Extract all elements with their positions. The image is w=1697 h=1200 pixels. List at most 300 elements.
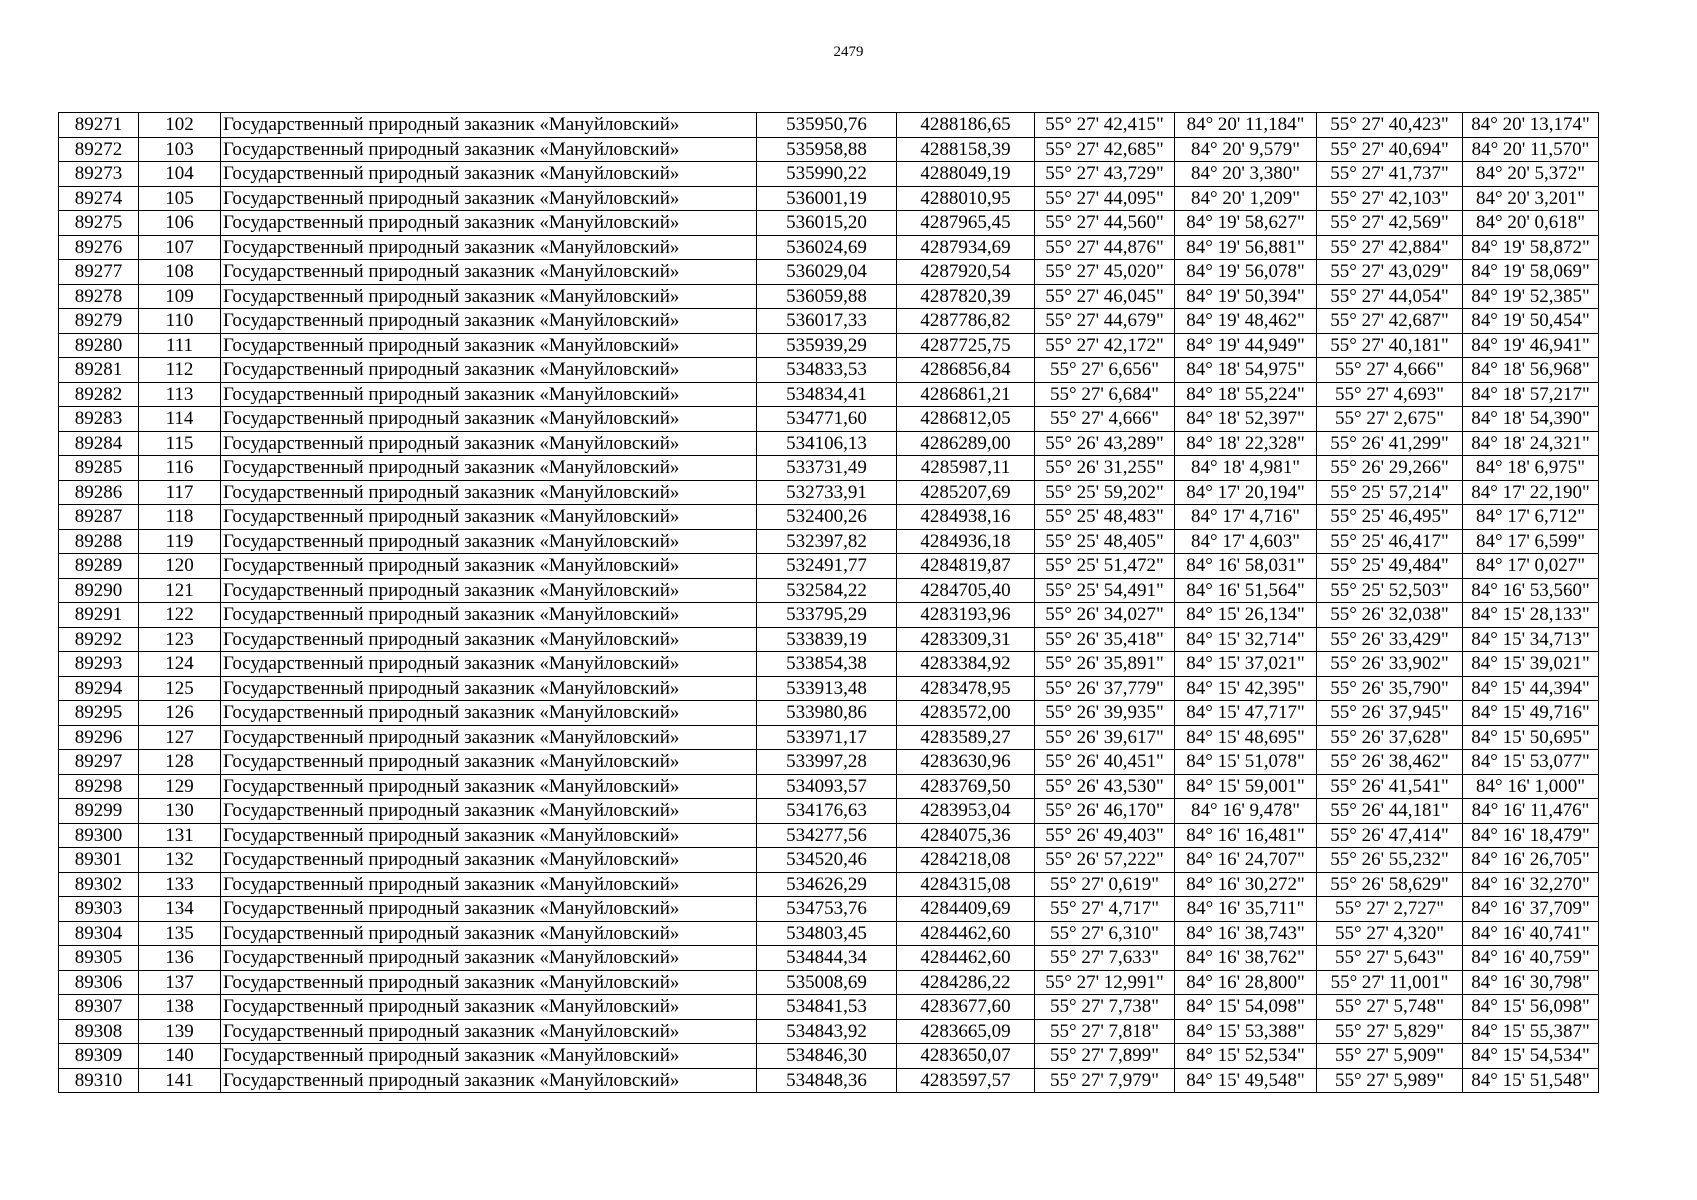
record-number-cell: 89278 [59, 284, 139, 309]
y-coordinate-cell: 4287920,54 [897, 260, 1035, 285]
latitude-1-cell: 55° 26' 43,530" [1035, 774, 1175, 799]
y-coordinate-cell: 4288010,95 [897, 186, 1035, 211]
longitude-1-cell: 84° 16' 30,272" [1175, 872, 1317, 897]
longitude-2-cell: 84° 17' 22,190" [1463, 480, 1599, 505]
x-coordinate-cell: 532400,26 [757, 505, 897, 530]
x-coordinate-cell: 534093,57 [757, 774, 897, 799]
x-coordinate-cell: 536015,20 [757, 211, 897, 236]
record-number-cell: 89301 [59, 848, 139, 873]
point-number-cell: 111 [139, 333, 221, 358]
x-coordinate-cell: 536059,88 [757, 284, 897, 309]
point-number-cell: 128 [139, 750, 221, 775]
point-number-cell: 107 [139, 235, 221, 260]
protected-area-name-cell: Государственный природный заказник «Мануйловский» [221, 358, 757, 383]
longitude-2-cell: 84° 18' 6,975" [1463, 456, 1599, 481]
latitude-1-cell: 55° 26' 57,222" [1035, 848, 1175, 873]
table-row [59, 995, 1599, 1020]
y-coordinate-cell: 4287786,82 [897, 309, 1035, 334]
protected-area-name-cell: Государственный природный заказник «Мануйловский» [221, 725, 757, 750]
record-number-cell: 89297 [59, 750, 139, 775]
latitude-2-cell: 55° 27' 42,687" [1317, 309, 1463, 334]
longitude-1-cell: 84° 19' 44,949" [1175, 333, 1317, 358]
latitude-2-cell: 55° 25' 49,484" [1317, 554, 1463, 579]
protected-area-name-cell: Государственный природный заказник «Мануйловский» [221, 1019, 757, 1044]
x-coordinate-cell: 534176,63 [757, 799, 897, 824]
table-body [59, 113, 1599, 1093]
point-number-cell: 109 [139, 284, 221, 309]
point-number-cell: 118 [139, 505, 221, 530]
x-coordinate-cell: 534833,53 [757, 358, 897, 383]
latitude-1-cell: 55° 27' 43,729" [1035, 162, 1175, 187]
point-number-cell: 132 [139, 848, 221, 873]
longitude-2-cell: 84° 19' 46,941" [1463, 333, 1599, 358]
protected-area-name-cell: Государственный природный заказник «Мануйловский» [221, 407, 757, 432]
longitude-1-cell: 84° 16' 9,478" [1175, 799, 1317, 824]
latitude-1-cell: 55° 25' 48,405" [1035, 529, 1175, 554]
latitude-2-cell: 55° 27' 2,727" [1317, 897, 1463, 922]
y-coordinate-cell: 4283665,09 [897, 1019, 1035, 1044]
longitude-2-cell: 84° 18' 54,390" [1463, 407, 1599, 432]
point-number-cell: 136 [139, 946, 221, 971]
protected-area-name-cell: Государственный природный заказник «Мануйловский» [221, 774, 757, 799]
table-row [59, 946, 1599, 971]
latitude-1-cell: 55° 27' 46,045" [1035, 284, 1175, 309]
longitude-2-cell: 84° 15' 53,077" [1463, 750, 1599, 775]
y-coordinate-cell: 4283384,92 [897, 652, 1035, 677]
x-coordinate-cell: 534846,30 [757, 1044, 897, 1069]
record-number-cell: 89289 [59, 554, 139, 579]
protected-area-name-cell: Государственный природный заказник «Мануйловский» [221, 137, 757, 162]
longitude-2-cell: 84° 15' 39,021" [1463, 652, 1599, 677]
record-number-cell: 89287 [59, 505, 139, 530]
x-coordinate-cell: 533731,49 [757, 456, 897, 481]
latitude-1-cell: 55° 27' 7,979" [1035, 1068, 1175, 1093]
latitude-1-cell: 55° 27' 44,679" [1035, 309, 1175, 334]
table-row [59, 774, 1599, 799]
latitude-2-cell: 55° 26' 33,902" [1317, 652, 1463, 677]
table-row [59, 652, 1599, 677]
latitude-1-cell: 55° 26' 40,451" [1035, 750, 1175, 775]
y-coordinate-cell: 4286861,21 [897, 382, 1035, 407]
y-coordinate-cell: 4284705,40 [897, 578, 1035, 603]
longitude-1-cell: 84° 19' 58,627" [1175, 211, 1317, 236]
longitude-2-cell: 84° 15' 51,548" [1463, 1068, 1599, 1093]
table-row [59, 701, 1599, 726]
table-row [59, 897, 1599, 922]
table-row [59, 872, 1599, 897]
longitude-1-cell: 84° 19' 56,078" [1175, 260, 1317, 285]
latitude-1-cell: 55° 27' 42,172" [1035, 333, 1175, 358]
x-coordinate-cell: 534843,92 [757, 1019, 897, 1044]
point-number-cell: 114 [139, 407, 221, 432]
latitude-1-cell: 55° 26' 39,617" [1035, 725, 1175, 750]
record-number-cell: 89288 [59, 529, 139, 554]
table-row [59, 505, 1599, 530]
longitude-1-cell: 84° 15' 37,021" [1175, 652, 1317, 677]
point-number-cell: 104 [139, 162, 221, 187]
latitude-2-cell: 55° 27' 42,103" [1317, 186, 1463, 211]
longitude-2-cell: 84° 17' 6,599" [1463, 529, 1599, 554]
longitude-2-cell: 84° 15' 28,133" [1463, 603, 1599, 628]
longitude-1-cell: 84° 17' 4,716" [1175, 505, 1317, 530]
point-number-cell: 103 [139, 137, 221, 162]
protected-area-name-cell: Государственный природный заказник «Мануйловский» [221, 505, 757, 530]
record-number-cell: 89294 [59, 676, 139, 701]
point-number-cell: 141 [139, 1068, 221, 1093]
record-number-cell: 89309 [59, 1044, 139, 1069]
point-number-cell: 124 [139, 652, 221, 677]
latitude-1-cell: 55° 27' 7,818" [1035, 1019, 1175, 1044]
record-number-cell: 89305 [59, 946, 139, 971]
point-number-cell: 120 [139, 554, 221, 579]
longitude-2-cell: 84° 15' 34,713" [1463, 627, 1599, 652]
latitude-1-cell: 55° 27' 6,310" [1035, 921, 1175, 946]
table-row [59, 750, 1599, 775]
longitude-2-cell: 84° 16' 18,479" [1463, 823, 1599, 848]
protected-area-name-cell: Государственный природный заказник «Мануйловский» [221, 529, 757, 554]
latitude-2-cell: 55° 27' 5,748" [1317, 995, 1463, 1020]
table-row [59, 578, 1599, 603]
longitude-1-cell: 84° 19' 56,881" [1175, 235, 1317, 260]
table-row [59, 456, 1599, 481]
table-row [59, 137, 1599, 162]
longitude-2-cell: 84° 19' 58,872" [1463, 235, 1599, 260]
longitude-1-cell: 84° 18' 55,224" [1175, 382, 1317, 407]
x-coordinate-cell: 532733,91 [757, 480, 897, 505]
point-number-cell: 116 [139, 456, 221, 481]
table-row [59, 529, 1599, 554]
x-coordinate-cell: 534277,56 [757, 823, 897, 848]
longitude-1-cell: 84° 16' 38,743" [1175, 921, 1317, 946]
longitude-2-cell: 84° 16' 26,705" [1463, 848, 1599, 873]
protected-area-name-cell: Государственный природный заказник «Мануйловский» [221, 554, 757, 579]
protected-area-name-cell: Государственный природный заказник «Мануйловский» [221, 823, 757, 848]
y-coordinate-cell: 4284936,18 [897, 529, 1035, 554]
protected-area-name-cell: Государственный природный заказник «Мануйловский» [221, 995, 757, 1020]
latitude-2-cell: 55° 26' 29,266" [1317, 456, 1463, 481]
record-number-cell: 89281 [59, 358, 139, 383]
longitude-2-cell: 84° 19' 58,069" [1463, 260, 1599, 285]
latitude-1-cell: 55° 27' 45,020" [1035, 260, 1175, 285]
longitude-1-cell: 84° 20' 9,579" [1175, 137, 1317, 162]
x-coordinate-cell: 534106,13 [757, 431, 897, 456]
point-number-cell: 130 [139, 799, 221, 824]
y-coordinate-cell: 4287725,75 [897, 333, 1035, 358]
latitude-1-cell: 55° 25' 51,472" [1035, 554, 1175, 579]
latitude-1-cell: 55° 26' 35,418" [1035, 627, 1175, 652]
protected-area-name-cell: Государственный природный заказник «Мануйловский» [221, 970, 757, 995]
longitude-1-cell: 84° 15' 59,001" [1175, 774, 1317, 799]
y-coordinate-cell: 4283589,27 [897, 725, 1035, 750]
latitude-1-cell: 55° 27' 42,415" [1035, 113, 1175, 138]
longitude-1-cell: 84° 15' 32,714" [1175, 627, 1317, 652]
latitude-1-cell: 55° 27' 6,656" [1035, 358, 1175, 383]
table-row [59, 260, 1599, 285]
table-row [59, 235, 1599, 260]
y-coordinate-cell: 4288158,39 [897, 137, 1035, 162]
longitude-1-cell: 84° 15' 42,395" [1175, 676, 1317, 701]
record-number-cell: 89291 [59, 603, 139, 628]
latitude-2-cell: 55° 25' 46,495" [1317, 505, 1463, 530]
record-number-cell: 89304 [59, 921, 139, 946]
latitude-2-cell: 55° 27' 5,829" [1317, 1019, 1463, 1044]
protected-area-name-cell: Государственный природный заказник «Мануйловский» [221, 186, 757, 211]
protected-area-name-cell: Государственный природный заказник «Мануйловский» [221, 235, 757, 260]
protected-area-name-cell: Государственный природный заказник «Мануйловский» [221, 701, 757, 726]
record-number-cell: 89272 [59, 137, 139, 162]
longitude-2-cell: 84° 20' 11,570" [1463, 137, 1599, 162]
record-number-cell: 89276 [59, 235, 139, 260]
x-coordinate-cell: 532584,22 [757, 578, 897, 603]
x-coordinate-cell: 535990,22 [757, 162, 897, 187]
latitude-2-cell: 55° 27' 42,884" [1317, 235, 1463, 260]
record-number-cell: 89283 [59, 407, 139, 432]
latitude-2-cell: 55° 26' 32,038" [1317, 603, 1463, 628]
point-number-cell: 117 [139, 480, 221, 505]
point-number-cell: 140 [139, 1044, 221, 1069]
table-row [59, 823, 1599, 848]
x-coordinate-cell: 532397,82 [757, 529, 897, 554]
longitude-1-cell: 84° 16' 35,711" [1175, 897, 1317, 922]
longitude-2-cell: 84° 20' 0,618" [1463, 211, 1599, 236]
y-coordinate-cell: 4284819,87 [897, 554, 1035, 579]
record-number-cell: 89273 [59, 162, 139, 187]
y-coordinate-cell: 4284462,60 [897, 921, 1035, 946]
longitude-2-cell: 84° 16' 37,709" [1463, 897, 1599, 922]
longitude-2-cell: 84° 16' 1,000" [1463, 774, 1599, 799]
longitude-1-cell: 84° 16' 51,564" [1175, 578, 1317, 603]
longitude-2-cell: 84° 20' 5,372" [1463, 162, 1599, 187]
table-row [59, 627, 1599, 652]
record-number-cell: 89293 [59, 652, 139, 677]
x-coordinate-cell: 536017,33 [757, 309, 897, 334]
y-coordinate-cell: 4283572,00 [897, 701, 1035, 726]
y-coordinate-cell: 4283769,50 [897, 774, 1035, 799]
x-coordinate-cell: 536029,04 [757, 260, 897, 285]
y-coordinate-cell: 4284218,08 [897, 848, 1035, 873]
latitude-2-cell: 55° 26' 44,181" [1317, 799, 1463, 824]
x-coordinate-cell: 535008,69 [757, 970, 897, 995]
latitude-2-cell: 55° 27' 43,029" [1317, 260, 1463, 285]
longitude-2-cell: 84° 17' 0,027" [1463, 554, 1599, 579]
y-coordinate-cell: 4284938,16 [897, 505, 1035, 530]
longitude-1-cell: 84° 19' 48,462" [1175, 309, 1317, 334]
record-number-cell: 89282 [59, 382, 139, 407]
x-coordinate-cell: 535950,76 [757, 113, 897, 138]
latitude-2-cell: 55° 27' 40,694" [1317, 137, 1463, 162]
latitude-1-cell: 55° 26' 37,779" [1035, 676, 1175, 701]
table-row [59, 970, 1599, 995]
latitude-2-cell: 55° 27' 4,320" [1317, 921, 1463, 946]
latitude-1-cell: 55° 27' 44,876" [1035, 235, 1175, 260]
y-coordinate-cell: 4283478,95 [897, 676, 1035, 701]
protected-area-name-cell: Государственный природный заказник «Мануйловский» [221, 309, 757, 334]
point-number-cell: 112 [139, 358, 221, 383]
longitude-2-cell: 84° 15' 55,387" [1463, 1019, 1599, 1044]
longitude-1-cell: 84° 15' 49,548" [1175, 1068, 1317, 1093]
x-coordinate-cell: 533854,38 [757, 652, 897, 677]
longitude-2-cell: 84° 18' 56,968" [1463, 358, 1599, 383]
y-coordinate-cell: 4288186,65 [897, 113, 1035, 138]
longitude-2-cell: 84° 20' 3,201" [1463, 186, 1599, 211]
record-number-cell: 89295 [59, 701, 139, 726]
longitude-1-cell: 84° 16' 24,707" [1175, 848, 1317, 873]
protected-area-name-cell: Государственный природный заказник «Мануйловский» [221, 333, 757, 358]
point-number-cell: 129 [139, 774, 221, 799]
protected-area-name-cell: Государственный природный заказник «Мануйловский» [221, 750, 757, 775]
latitude-2-cell: 55° 26' 41,541" [1317, 774, 1463, 799]
latitude-2-cell: 55° 27' 4,666" [1317, 358, 1463, 383]
latitude-1-cell: 55° 27' 6,684" [1035, 382, 1175, 407]
longitude-2-cell: 84° 18' 57,217" [1463, 382, 1599, 407]
table-row [59, 333, 1599, 358]
record-number-cell: 89275 [59, 211, 139, 236]
y-coordinate-cell: 4283309,31 [897, 627, 1035, 652]
protected-area-name-cell: Государственный природный заказник «Мануйловский» [221, 211, 757, 236]
y-coordinate-cell: 4283193,96 [897, 603, 1035, 628]
longitude-2-cell: 84° 19' 50,454" [1463, 309, 1599, 334]
x-coordinate-cell: 534841,53 [757, 995, 897, 1020]
latitude-1-cell: 55° 27' 44,560" [1035, 211, 1175, 236]
protected-area-name-cell: Государственный природный заказник «Мануйловский» [221, 113, 757, 138]
record-number-cell: 89303 [59, 897, 139, 922]
longitude-1-cell: 84° 15' 51,078" [1175, 750, 1317, 775]
x-coordinate-cell: 535939,29 [757, 333, 897, 358]
latitude-2-cell: 55° 27' 5,989" [1317, 1068, 1463, 1093]
record-number-cell: 89299 [59, 799, 139, 824]
latitude-1-cell: 55° 25' 59,202" [1035, 480, 1175, 505]
record-number-cell: 89306 [59, 970, 139, 995]
longitude-1-cell: 84° 15' 53,388" [1175, 1019, 1317, 1044]
latitude-2-cell: 55° 25' 52,503" [1317, 578, 1463, 603]
point-number-cell: 135 [139, 921, 221, 946]
longitude-2-cell: 84° 17' 6,712" [1463, 505, 1599, 530]
latitude-1-cell: 55° 27' 7,633" [1035, 946, 1175, 971]
latitude-2-cell: 55° 25' 46,417" [1317, 529, 1463, 554]
protected-area-name-cell: Государственный природный заказник «Мануйловский» [221, 897, 757, 922]
y-coordinate-cell: 4286289,00 [897, 431, 1035, 456]
record-number-cell: 89310 [59, 1068, 139, 1093]
longitude-2-cell: 84° 16' 30,798" [1463, 970, 1599, 995]
protected-area-name-cell: Государственный природный заказник «Мануйловский» [221, 946, 757, 971]
y-coordinate-cell: 4285987,11 [897, 456, 1035, 481]
latitude-2-cell: 55° 26' 37,628" [1317, 725, 1463, 750]
record-number-cell: 89300 [59, 823, 139, 848]
point-number-cell: 102 [139, 113, 221, 138]
latitude-1-cell: 55° 26' 49,403" [1035, 823, 1175, 848]
table-row [59, 1044, 1599, 1069]
longitude-1-cell: 84° 20' 1,209" [1175, 186, 1317, 211]
latitude-1-cell: 55° 27' 4,666" [1035, 407, 1175, 432]
protected-area-name-cell: Государственный природный заказник «Мануйловский» [221, 872, 757, 897]
x-coordinate-cell: 534771,60 [757, 407, 897, 432]
latitude-2-cell: 55° 27' 5,643" [1317, 946, 1463, 971]
point-number-cell: 119 [139, 529, 221, 554]
x-coordinate-cell: 533997,28 [757, 750, 897, 775]
longitude-1-cell: 84° 17' 20,194" [1175, 480, 1317, 505]
longitude-2-cell: 84° 15' 44,394" [1463, 676, 1599, 701]
page-number: 2479 [833, 44, 864, 60]
x-coordinate-cell: 534520,46 [757, 848, 897, 873]
table-row [59, 358, 1599, 383]
latitude-1-cell: 55° 26' 34,027" [1035, 603, 1175, 628]
latitude-2-cell: 55° 26' 37,945" [1317, 701, 1463, 726]
record-number-cell: 89284 [59, 431, 139, 456]
longitude-1-cell: 84° 15' 48,695" [1175, 725, 1317, 750]
latitude-1-cell: 55° 27' 42,685" [1035, 137, 1175, 162]
protected-area-name-cell: Государственный природный заказник «Мануйловский» [221, 480, 757, 505]
x-coordinate-cell: 534848,36 [757, 1068, 897, 1093]
protected-area-name-cell: Государственный природный заказник «Мануйловский» [221, 1044, 757, 1069]
y-coordinate-cell: 4288049,19 [897, 162, 1035, 187]
table-row [59, 162, 1599, 187]
y-coordinate-cell: 4284286,22 [897, 970, 1035, 995]
record-number-cell: 89292 [59, 627, 139, 652]
latitude-1-cell: 55° 26' 43,289" [1035, 431, 1175, 456]
x-coordinate-cell: 532491,77 [757, 554, 897, 579]
y-coordinate-cell: 4283630,96 [897, 750, 1035, 775]
x-coordinate-cell: 534626,29 [757, 872, 897, 897]
longitude-1-cell: 84° 19' 50,394" [1175, 284, 1317, 309]
table-row [59, 431, 1599, 456]
table-row [59, 676, 1599, 701]
table-row [59, 554, 1599, 579]
protected-area-name-cell: Государственный природный заказник «Мануйловский» [221, 848, 757, 873]
latitude-2-cell: 55° 27' 5,909" [1317, 1044, 1463, 1069]
y-coordinate-cell: 4287965,45 [897, 211, 1035, 236]
record-number-cell: 89302 [59, 872, 139, 897]
point-number-cell: 110 [139, 309, 221, 334]
longitude-2-cell: 84° 15' 50,695" [1463, 725, 1599, 750]
point-number-cell: 137 [139, 970, 221, 995]
x-coordinate-cell: 533795,29 [757, 603, 897, 628]
table-row [59, 309, 1599, 334]
point-number-cell: 113 [139, 382, 221, 407]
latitude-1-cell: 55° 26' 31,255" [1035, 456, 1175, 481]
table-row [59, 1019, 1599, 1044]
record-number-cell: 89279 [59, 309, 139, 334]
y-coordinate-cell: 4284075,36 [897, 823, 1035, 848]
latitude-2-cell: 55° 27' 2,675" [1317, 407, 1463, 432]
x-coordinate-cell: 534753,76 [757, 897, 897, 922]
latitude-2-cell: 55° 26' 38,462" [1317, 750, 1463, 775]
protected-area-name-cell: Государственный природный заказник «Мануйловский» [221, 260, 757, 285]
longitude-2-cell: 84° 15' 49,716" [1463, 701, 1599, 726]
point-number-cell: 105 [139, 186, 221, 211]
record-number-cell: 89271 [59, 113, 139, 138]
latitude-2-cell: 55° 27' 40,181" [1317, 333, 1463, 358]
table-row [59, 407, 1599, 432]
longitude-2-cell: 84° 15' 56,098" [1463, 995, 1599, 1020]
x-coordinate-cell: 534803,45 [757, 921, 897, 946]
y-coordinate-cell: 4286812,05 [897, 407, 1035, 432]
table-row [59, 211, 1599, 236]
latitude-1-cell: 55° 27' 7,738" [1035, 995, 1175, 1020]
record-number-cell: 89286 [59, 480, 139, 505]
record-number-cell: 89277 [59, 260, 139, 285]
protected-area-name-cell: Государственный природный заказник «Мануйловский» [221, 382, 757, 407]
point-number-cell: 134 [139, 897, 221, 922]
protected-area-name-cell: Государственный природный заказник «Мануйловский» [221, 799, 757, 824]
latitude-2-cell: 55° 26' 33,429" [1317, 627, 1463, 652]
x-coordinate-cell: 536001,19 [757, 186, 897, 211]
point-number-cell: 138 [139, 995, 221, 1020]
point-number-cell: 139 [139, 1019, 221, 1044]
longitude-1-cell: 84° 16' 28,800" [1175, 970, 1317, 995]
point-number-cell: 125 [139, 676, 221, 701]
longitude-1-cell: 84° 16' 58,031" [1175, 554, 1317, 579]
protected-area-name-cell: Государственный природный заказник «Мануйловский» [221, 578, 757, 603]
